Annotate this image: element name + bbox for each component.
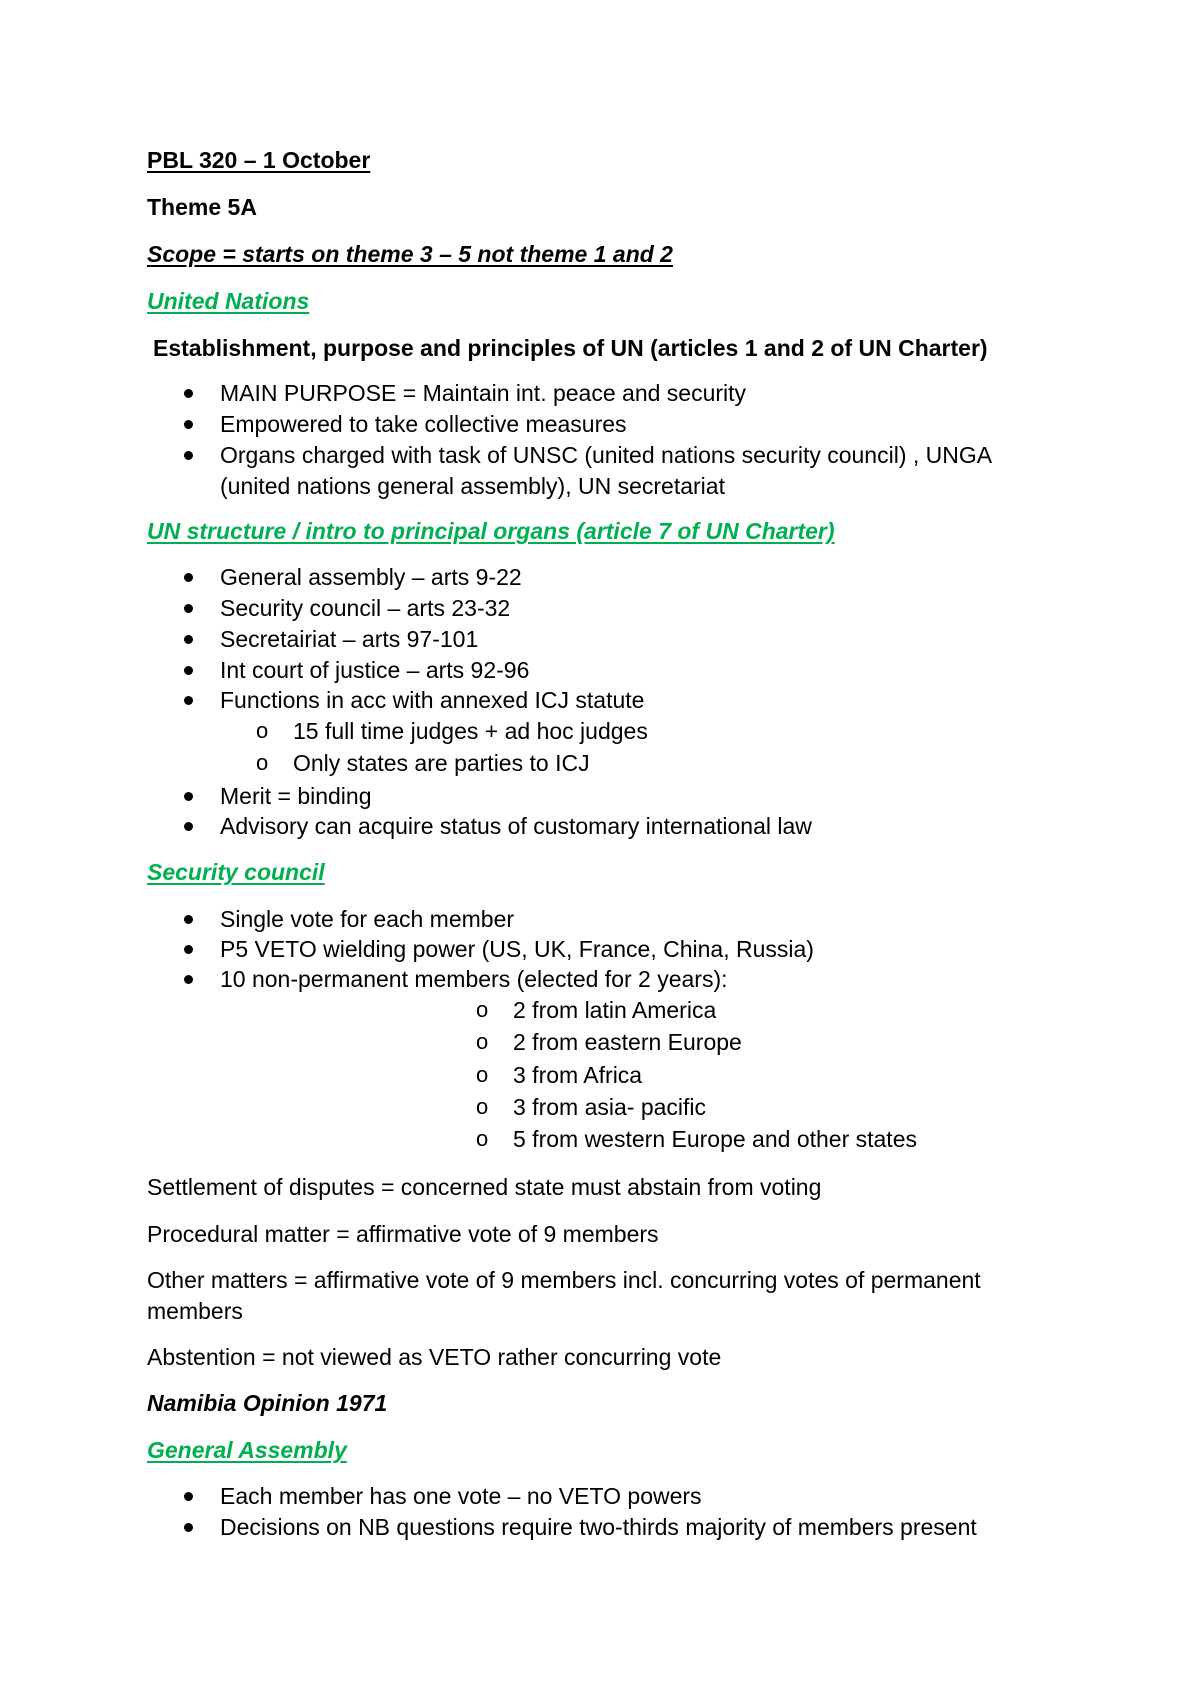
sub-bullet-icon: o xyxy=(476,997,489,1022)
sub-bullet-icon: o xyxy=(476,1126,489,1151)
paragraph-other-matters-cont: members xyxy=(147,1298,243,1324)
bullet-icon xyxy=(184,635,193,644)
paragraph-settlement: Settlement of disputes = concerned state must abstain from voting xyxy=(147,1174,822,1200)
bullet-icon xyxy=(184,666,193,675)
heading-security-council: Security council xyxy=(147,859,325,885)
bullet-icon xyxy=(184,604,193,613)
bullet-icon xyxy=(184,1492,193,1501)
bullet-icon xyxy=(184,389,193,398)
scope-note: Scope = starts on theme 3 – 5 not theme 1 and 2 xyxy=(147,241,673,267)
subheading-establishment: Establishment, purpose and principles of UN (articles 1 and 2 of UN Charter) xyxy=(153,335,988,361)
sub-bullet-icon: o xyxy=(476,1029,489,1054)
bullet-icon xyxy=(184,1523,193,1532)
sub-bullet-icon: o xyxy=(476,1062,489,1087)
heading-un-structure: UN structure / intro to principal organs (article 7 of UN Charter) xyxy=(147,518,835,544)
bullet-icon xyxy=(184,975,193,984)
bullet-icon xyxy=(184,451,193,460)
bullet-icon xyxy=(184,822,193,831)
bullet-icon xyxy=(184,945,193,954)
sub-bullet-icon: o xyxy=(256,750,269,775)
bullet-icon xyxy=(184,420,193,429)
document-page: PBL 320 – 1 October Theme 5A Scope = starts on theme 3 – 5 not theme 1 and 2 United Nations Establishment, purpose and principles of UN (articles 1 and 2 of UN Charter) MAIN PURPOSE = Maintain int. peace and security Empowered to take collective measures Organs charged with task of UNSC (united nations security council) , UNGA (united nations general assembly), UN secretariat UN structure / intro to principal organs (article 7 of UN Charter) General assembly – arts 9-22 Security council – arts 23-32 Secretairiat – arts 97-101 Int court of justice – arts 92-96 Functions in acc with annexed ICJ statute o 15 full time judges + ad hoc judges o Only states are parties to ICJ Merit = binding Advisory can acquire status of customary international law Security council Single vote for each member P5 VETO wielding power (US, UK, France, China, Russia) 10 non-permanent members (elected for 2 years): o 2 from latin America o 2 from eastern Europe o 3 from Africa o 3 from asia- pacific o 5 from western Europe and other states Settlement of disputes = concerned state must abstain from voting Procedural matter = affirmative vote of 9 members Other matters = affirmative vote of 9 members incl. concurring votes of permanent members Abstention = not viewed as VETO rather concurring vote Namibia Opinion 1971 General Assembly Each member has one vote – no VETO powers Decisions on NB questions require two-thirds majority of members present xyxy=(147,147,993,1540)
document-title: PBL 320 – 1 October xyxy=(147,147,371,173)
sub-bullet-icon: o xyxy=(476,1094,489,1119)
paragraph-abstention: Abstention = not viewed as VETO rather concurring vote xyxy=(147,1344,722,1370)
case-namibia: Namibia Opinion 1971 xyxy=(147,1390,388,1416)
heading-united-nations: United Nations xyxy=(147,288,310,314)
heading-general-assembly: General Assembly xyxy=(147,1437,347,1463)
paragraph-other-matters: Other matters = affirmative vote of 9 members incl. concurring votes of permanent xyxy=(147,1267,981,1293)
bullet-icon xyxy=(184,915,193,924)
bullet-icon xyxy=(184,696,193,705)
bullet-icon xyxy=(184,573,193,582)
paragraph-procedural: Procedural matter = affirmative vote of 9 members xyxy=(147,1221,659,1247)
sub-bullet-icon: o xyxy=(256,718,269,743)
bullet-icon xyxy=(184,792,193,801)
theme-label: Theme 5A xyxy=(147,194,257,220)
